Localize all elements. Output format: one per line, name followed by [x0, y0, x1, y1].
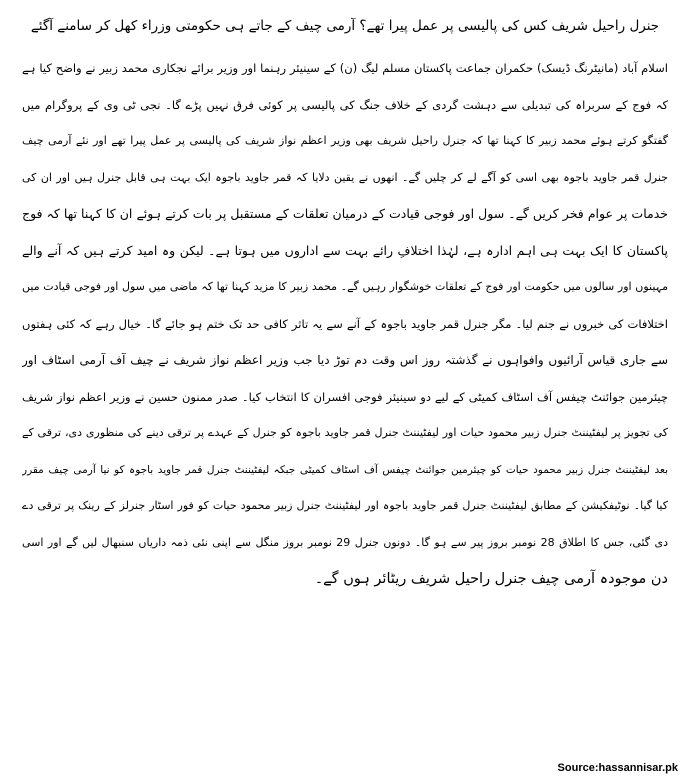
body-line: سے جاری قیاس آرائیوں وافواہوں نے گذشتہ روز اس وقت دم توڑ دیا جب وزیر اعظم نواز شریف نے چیف آف آرمی اسٹاف اور [22, 353, 668, 367]
body-line-last: دن موجودہ آرمی چیف جنرل راحیل شریف ریٹائر ہوں گے۔ [314, 571, 668, 587]
source-credit: Source:hassannisar.pk [557, 762, 678, 774]
body-line: بعد لیفٹیننٹ جنرل زبیر محمود حیات کو چیئرمین جوائنٹ چیفس آف اسٹاف کمیٹی جبکہ لیفٹیننٹ جنرل قمر جاوید باجوہ کو نیا آرمی چیف مقرر [22, 463, 668, 476]
body-line: خدمات پر عوام فخر کریں گے۔ سول اور فوجی قیادت کے درمیان تعلقات کے مستقبل پر بات کرتے ہوئے ان کا کہنا تھا کہ فوج [22, 206, 668, 221]
body-line: کیا گیا۔ نوٹیفکیشن کے مطابق لیفٹیننٹ جنرل قمر جاوید باجوہ اور لیفٹیننٹ جنرل زبیر محمود حیات کو فور اسٹار جنرلز کے رینک پر ترقی دے [22, 499, 668, 512]
body-line: گفتگو کرتے ہوئے محمد زبیر کا کہنا تھا کہ جنرل راحیل شریف بھی وزیر اعظم نواز شریف کی پالیسی پر عمل پیرا تھے اور نئے آرمی چیف [22, 134, 668, 147]
body-line: مہینوں اور سالوں میں حکومت اور فوج کے تعلقات خوشگوار رہیں گے۔ محمد زبیر کا مزید کہنا تھا کہ ماضی میں سول اور فوجی قیادت میں [22, 280, 668, 293]
body-line: اسلام آباد (مانیٹرنگ ڈیسک) حکمران جماعت پاکستان مسلم لیگ (ن) کے سینیئر رہنما اور وزیر برائے نجکاری محمد زبیر نے واضح کیا ہے [22, 61, 668, 75]
body-line: کہ فوج کے سربراہ کی تبدیلی سے دہشت گردی کے خلاف جنگ کی پالیسی پر کوئی فرق نہیں پڑے گا۔ نجی ٹی وی کے پروگرام میں [22, 97, 668, 112]
body-line: جنرل قمر جاوید باجوہ بھی اسی کو آگے لے کر چلیں گے۔ انھوں نے یقین دلایا کہ قمر جاوید باجوہ ایک بہت ہی قابل جنرل ہیں اور ان کی [22, 170, 668, 184]
article-body [22, 50, 668, 598]
body-line: کی تجویز پر لیفٹیننٹ جنرل زبیر محمود حیات اور لیفٹیننٹ جنرل قمر جاوید باجوہ کو جنرل کے عہدے پر ترقی دینے کی منظوری دی، ترقی کے [22, 426, 668, 439]
body-line: چیئرمین جوائنٹ چیفس آف اسٹاف کمیٹی کے لیے دو سینیئر فوجی افسران کا انتخاب کیا۔ صدر ممنون حسین نے وزیر اعظم نواز شریف [22, 389, 668, 404]
body-line: دی گئی، جس کا اطلاق 28 نومبر بروز پیر سے ہو گا۔ دونوں جنرل 29 نومبر بروز منگل سے اپنی نئی ذمہ داریاں سنبھال لیں گے اور اسی [22, 535, 668, 549]
body-line: پاکستان کا ایک بہت ہی اہم ادارہ ہے، لہٰذا اختلافِ رائے بہت سے اداروں میں ہوتا ہے۔ لیکن وہ امید کرتے ہیں کہ آنے والے [22, 242, 668, 258]
body-line: اختلافات کی خبروں نے جنم لیا۔ مگر جنرل قمر جاوید باجوہ کے آنے سے یہ تاثر کافی حد تک ختم ہو جائے گا۔ خیال رہے کہ کئی ہفتوں [22, 316, 668, 331]
article-headline: جنرل راحیل شریف کس کی پالیسی پر عمل پیرا تھے؟ آرمی چیف کے جاتے ہی حکومتی وزراء کھل کر سامنے آگئے [30, 18, 660, 34]
